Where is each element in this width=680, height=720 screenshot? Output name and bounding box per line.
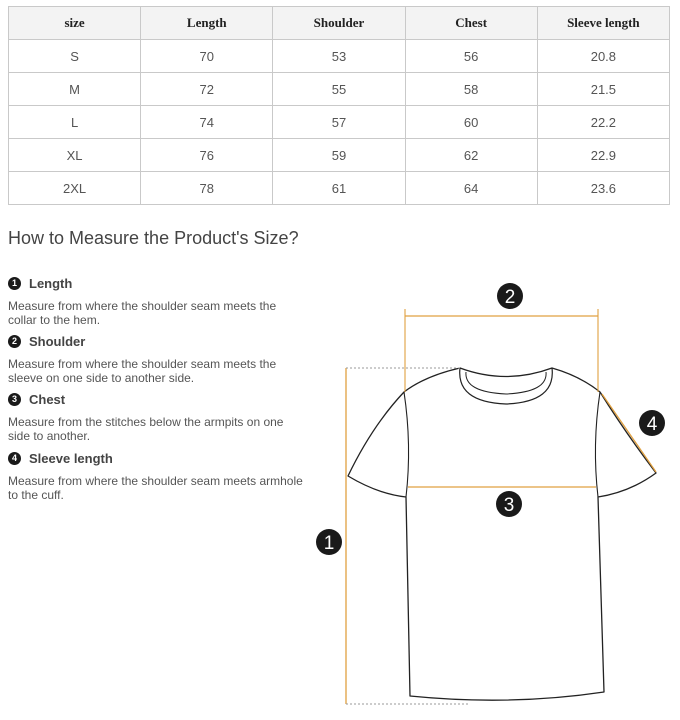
table-cell: 57 (273, 106, 405, 139)
table-cell: 70 (141, 40, 273, 73)
tshirt-outline (348, 368, 656, 700)
length-measure-line (346, 368, 470, 704)
measure-title: Shoulder (29, 333, 86, 349)
table-cell: 58 (405, 73, 537, 106)
header-length: Length (141, 7, 273, 40)
header-size: size (9, 7, 141, 40)
table-cell: 2XL (9, 172, 141, 205)
table-cell: L (9, 106, 141, 139)
table-cell: 22.9 (537, 139, 669, 172)
shoulder-measure-line (405, 309, 598, 392)
measure-description: Measure from where the shoulder seam meets the collar to the hem. (8, 299, 277, 327)
svg-text:3: 3 (503, 495, 515, 516)
how-to-measure-heading: How to Measure the Product's Size? (8, 228, 299, 248)
header-chest: Chest (405, 7, 537, 40)
table-cell: 78 (141, 172, 273, 205)
svg-text:2: 2 (504, 287, 516, 308)
header-shoulder: Shoulder (273, 7, 405, 40)
measure-title: Chest (29, 391, 66, 407)
svg-text:4: 4 (646, 414, 658, 435)
marker-1-icon (316, 529, 342, 555)
marker-3-icon (496, 491, 522, 517)
tshirt-left-sleeve-seam (404, 392, 409, 497)
table-cell: 20.8 (537, 40, 669, 73)
table-cell: 53 (273, 40, 405, 73)
number-1-icon: 1 (8, 277, 21, 290)
table-cell: 23.6 (537, 172, 669, 205)
table-cell: 76 (141, 139, 273, 172)
table-cell: 64 (405, 172, 537, 205)
number-4-icon: 4 (8, 452, 21, 465)
table-cell: M (9, 73, 141, 106)
measure-description: Measure from where the shoulder seam meets armhole to the cuff. (8, 474, 303, 502)
header-sleeve-length: Sleeve length (537, 7, 669, 40)
table-cell: XL (9, 139, 141, 172)
table-cell: 55 (273, 73, 405, 106)
number-3-icon: 3 (8, 393, 21, 406)
table-cell: 72 (141, 73, 273, 106)
table-cell: 62 (405, 139, 537, 172)
svg-text:1: 1 (323, 533, 335, 554)
table-cell: 59 (273, 139, 405, 172)
table-cell: 60 (405, 106, 537, 139)
tshirt-right-sleeve-seam (595, 392, 600, 497)
number-2-icon: 2 (8, 335, 21, 348)
table-cell: 56 (405, 40, 537, 73)
marker-4-icon (639, 410, 665, 436)
table-cell: 21.5 (537, 73, 669, 106)
measure-title: Sleeve length (29, 450, 113, 466)
table-cell: 74 (141, 106, 273, 139)
measure-description: Measure from where the shoulder seam meets the sleeve on one side to another side. (8, 357, 277, 385)
measure-description: Measure from the stitches below the armpits on one side to another. (8, 415, 284, 443)
tshirt-collar-outer (460, 368, 553, 404)
tshirt-collar-inner (466, 372, 546, 394)
table-cell: S (9, 40, 141, 73)
marker-2-icon (497, 283, 523, 309)
measure-title: Length (29, 275, 73, 291)
table-cell: 61 (273, 172, 405, 205)
table-cell: 22.2 (537, 106, 669, 139)
